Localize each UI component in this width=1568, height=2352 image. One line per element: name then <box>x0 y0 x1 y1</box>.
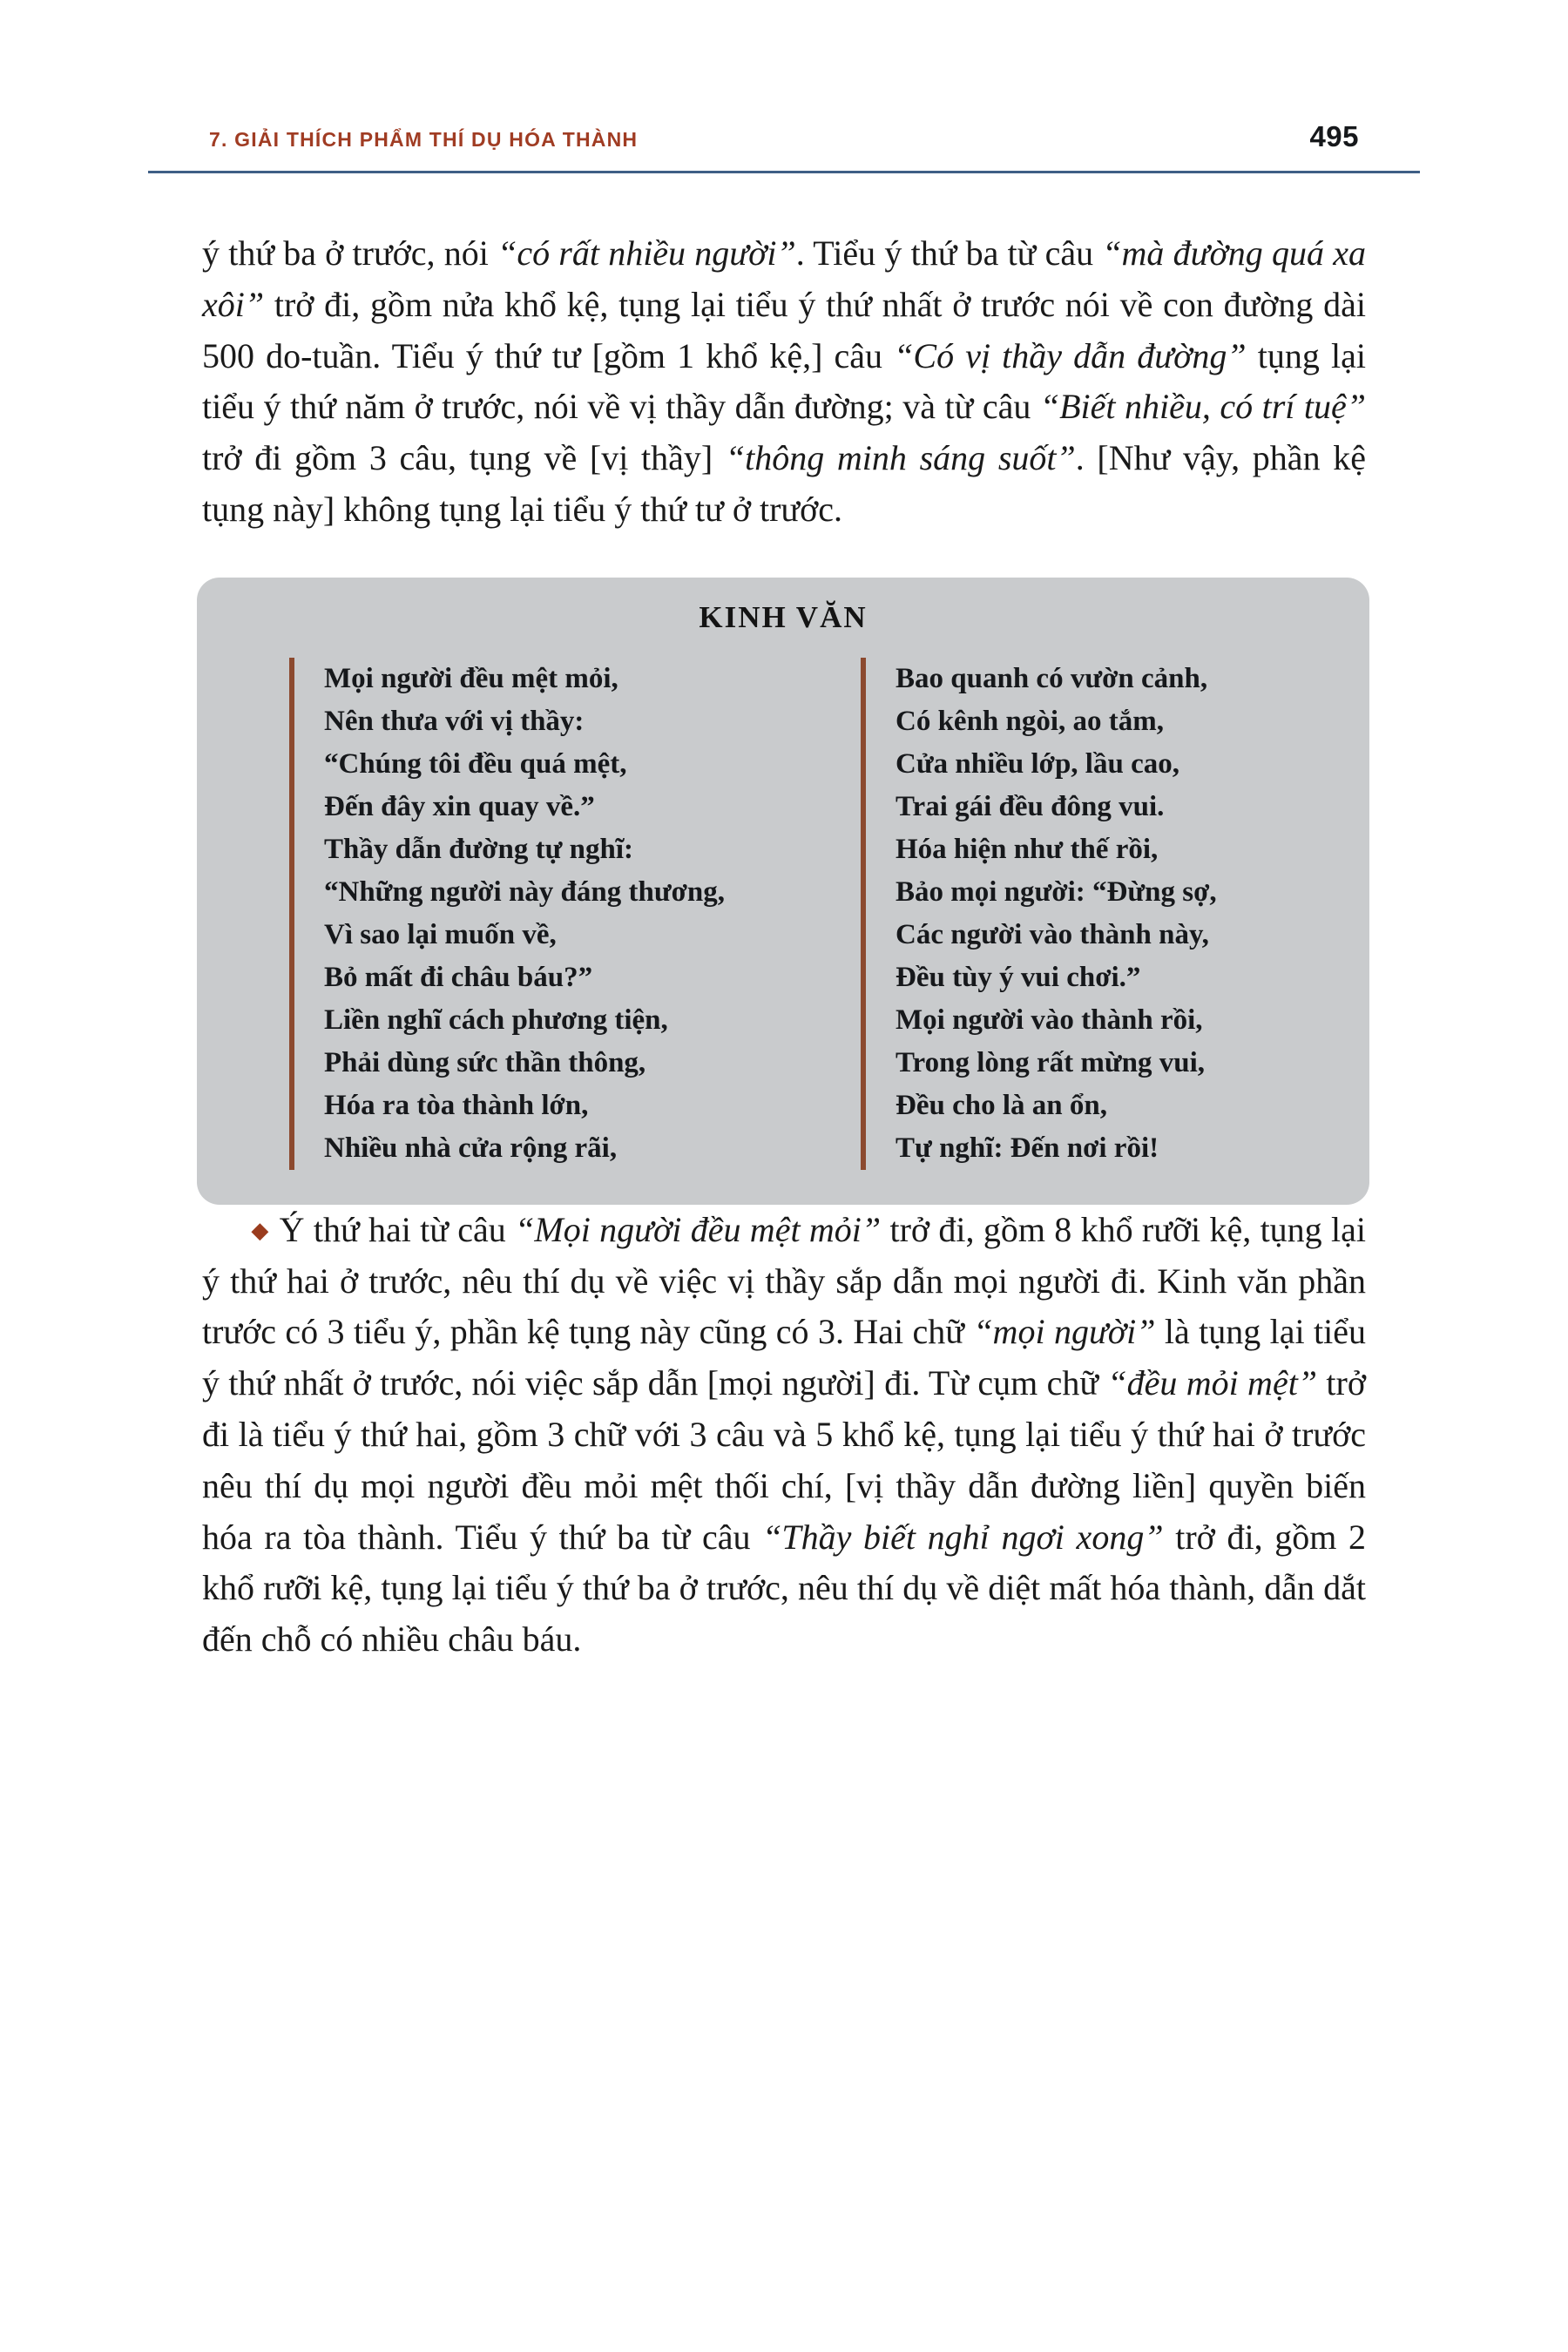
running-head-title: 7. GIẢI THÍCH PHẨM THÍ DỤ HÓA THÀNH <box>209 128 639 151</box>
paragraph-first <box>202 228 1366 536</box>
verse-line: Hóa hiện như thế rồi, <box>896 833 1159 865</box>
verse-column-right <box>861 658 1331 1170</box>
verse-line: Hóa ra tòa thành lớn, <box>324 1089 589 1121</box>
verse-line: “Những người này đáng thương, <box>324 875 726 908</box>
text-run: tụng lại tiểu ý thứ năm ở trước, nói về vị thầy dẫn đường; và từ câu <box>202 335 1366 427</box>
bullet-marker: ◆ <box>251 1217 269 1243</box>
page-number: 495 <box>1309 120 1359 152</box>
quoted-phrase: “thông minh sáng suốt” <box>725 438 1076 478</box>
verse-line: Thầy dẫn đường tự nghĩ: <box>324 833 634 865</box>
verse-line: Cửa nhiều lớp, lầu cao, <box>896 747 1179 780</box>
verse-line: Vì sao lại muốn về, <box>324 918 557 950</box>
quoted-phrase: “Thầy biết nghỉ ngơi xong” <box>762 1517 1164 1557</box>
text-run: trở đi, gồm nửa khổ kệ, tụng lại tiểu ý thứ nhất ở trước nói về con đường dài 500 do-tuần. Tiểu ý thứ tư [gồm 1 khổ kệ,] câu <box>202 284 1366 375</box>
verse-line: Bỏ mất đi châu báu?” <box>324 961 593 993</box>
text-run: trở đi, gồm 2 khổ rưỡi kệ, tụng lại tiểu ý thứ ba ở trước, nêu thí dụ về diệt mất hóa thành, dẫn dắt đến chỗ có nhiều châu báu. <box>202 1517 1366 1659</box>
quoted-phrase: “mà đường quá xa xôi” <box>202 233 1366 324</box>
verse-line: Tự nghĩ: Đến nơi rồi! <box>896 1132 1159 1164</box>
sutra-box-title: KINH VĂN <box>699 599 868 634</box>
text-run: trở đi, gồm 8 khổ rưỡi kệ, tụng lại ý thứ hai ở trước, nêu thí dụ về việc vị thầy sắp dẫn mọi người đi. Kinh văn phần trước có 3 tiểu ý, phần kệ tụng này cũng có 3. Hai chữ <box>202 1209 1366 1352</box>
verse-line: Phải dùng sức thần thông, <box>324 1046 646 1078</box>
running-head <box>209 120 1359 153</box>
text-run: Ý thứ hai từ câu <box>279 1209 516 1249</box>
verse-line: Đều tùy ý vui chơi.” <box>896 961 1141 993</box>
verse-line: Trai gái đều đông vui. <box>896 790 1165 822</box>
verse-line: Bao quanh có vườn cảnh, <box>896 662 1208 694</box>
verse-line: Nên thưa với vị thầy: <box>324 705 585 737</box>
quoted-phrase: “Mọi người đều mệt mỏi” <box>515 1209 882 1249</box>
text-run: trở đi gồm 3 câu, tụng về [vị thầy] <box>202 438 726 478</box>
text-run: trở đi là tiểu ý thứ hai, gồm 3 chữ với 3 câu và 5 khổ kệ, tụng lại tiểu ý thứ hai ở trước nêu thí dụ mọi người đều mỏi mệt thối chí, [vị thầy dẫn đường liền] quyền biến hóa ra tòa thành. Tiểu ý thứ ba từ câu <box>202 1363 1366 1557</box>
verse-line: Đều cho là an ổn, <box>896 1089 1107 1121</box>
verse-line: Mọi người đều mệt mỏi, <box>324 662 618 694</box>
sutra-quote-box <box>197 578 1369 1205</box>
verse-line: “Chúng tôi đều quá mệt, <box>324 747 627 780</box>
paragraph-second <box>202 1205 1366 1666</box>
quoted-phrase: “đều mỏi mệt” <box>1107 1363 1318 1403</box>
quoted-phrase: “mọi người” <box>973 1312 1156 1352</box>
verse-column-left <box>289 658 829 1170</box>
page-content <box>202 228 1366 1666</box>
header-divider <box>148 171 1420 173</box>
text-run: ý thứ ba ở trước, nói <box>202 233 498 273</box>
verse-line: Liền nghĩ cách phương tiện, <box>324 1004 668 1036</box>
quoted-phrase: “Biết nhiều, có trí tuệ” <box>1039 387 1366 427</box>
verse-line: Bảo mọi người: “Đừng sợ, <box>896 875 1217 908</box>
text-run: là tụng lại tiểu ý thứ nhất ở trước, nói việc sắp dẫn [mọi người] đi. Từ cụm chữ <box>202 1312 1366 1403</box>
verse-columns <box>232 658 1335 1170</box>
verse-line: Mọi người vào thành rồi, <box>896 1004 1203 1036</box>
quoted-phrase: “có rất nhiều người” <box>497 233 796 273</box>
verse-line: Các người vào thành này, <box>896 918 1209 950</box>
verse-line: Đến đây xin quay về.” <box>324 790 595 822</box>
text-run: . [Như vậy, phần kệ tụng này] không tụng lại tiểu ý thứ tư ở trước. <box>202 438 1366 529</box>
verse-line: Nhiều nhà cửa rộng rãi, <box>324 1132 618 1164</box>
verse-line: Có kênh ngòi, ao tắm, <box>896 705 1165 737</box>
quoted-phrase: “Có vị thầy dẫn đường” <box>894 335 1247 375</box>
text-run: . Tiểu ý thứ ba từ câu <box>795 233 1103 273</box>
verse-line: Trong lòng rất mừng vui, <box>896 1046 1206 1078</box>
